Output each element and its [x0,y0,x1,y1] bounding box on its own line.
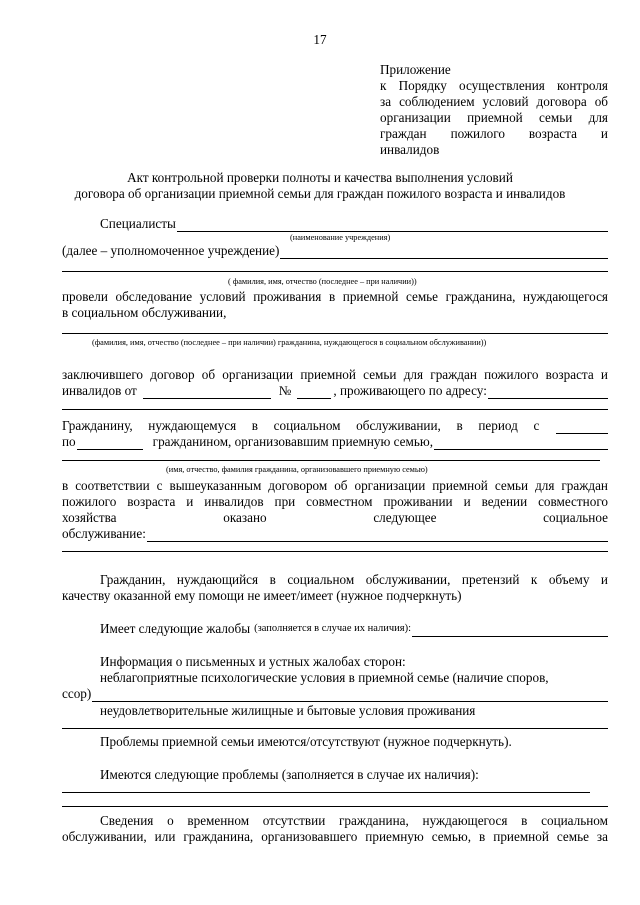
specialists-label: Специалисты [100,216,176,231]
appendix-line: организации приемной семьи для [380,110,608,125]
citizen-word: оказано [223,510,267,525]
problems-line1: Проблемы приемной семьи имеются/отсутствуют (нужное подчеркнуть). [100,734,512,749]
complaints-label: Имеет следующие жалобы [100,621,251,636]
problems-field-1[interactable] [62,792,590,793]
service-row [62,526,608,542]
survey-line1: провели обследование условий проживания в приемной семье гражданина, нуждающегося [62,289,608,304]
absence-line1: Сведения о временном отсутствии гражданина, нуждающегося в социальном [100,813,608,828]
appendix-block [380,62,608,158]
citizen-row5 [62,510,608,526]
citizen-word: нуждающемуся [148,418,237,433]
contract-number-label: № [278,383,292,398]
period-from-field[interactable] [556,421,608,434]
info-line2: неблагоприятные психологические условия в приемной семье (наличие споров, [100,670,549,685]
specialists-field[interactable] [177,219,608,232]
authorized-line2-field[interactable] [62,271,608,272]
contract-from-label: инвалидов от [62,383,137,398]
service-label: обслуживание: [62,526,146,541]
survey-person-field[interactable] [62,333,608,334]
survey-hint: (фамилия, имя, отчество (последнее – при наличии) гражданина, нуждающегося в социальном обслуживании)) [92,338,487,347]
citizen-row1 [62,418,608,434]
service-line2-field[interactable] [62,551,608,552]
authorized-row [62,243,608,259]
page-number: 17 [313,32,327,47]
complaints-hint: (заполняется в случае их наличия): [254,623,411,634]
authorized-hint: ( фамилия, имя, отчество (последнее – при наличии)) [228,277,417,286]
citizen-word: обслуживании, [356,418,441,433]
info-row3 [62,686,608,702]
complaints-row [100,621,608,637]
citizen-row2 [62,434,608,450]
organizer-field[interactable] [434,437,608,450]
authorized-label: (далее – уполномоченное учреждение) [62,243,280,258]
claims-line2: качеству оказанной ему помощи не имеет/имеет (нужное подчеркнуть) [62,588,462,603]
document-title-line1: Акт контрольной проверки полноты и качества выполнения условий [127,170,513,185]
contract-line1: заключившего договор об организации приемной семьи для граждан пожилого возраста и [62,367,608,382]
organizer-name-field[interactable] [62,460,600,461]
appendix-line: Приложение [380,62,451,77]
service-field[interactable] [147,529,608,542]
problems-field-2[interactable] [62,806,608,807]
contract-row [62,383,608,399]
citizen-organizer-label: гражданином, организовавшим приемную семью, [152,434,433,449]
citizen-line4: пожилого возраста и инвалидов при совместном проживании и ведении совместного [62,494,608,509]
appendix-line: к Порядку осуществления контроля [380,78,608,93]
citizen-to-label: по [62,434,76,449]
citizen-hint: (имя, отчество, фамилия гражданина, организовавшего приемную семью) [166,465,428,474]
contract-address-field[interactable] [488,386,608,399]
specialists-hint: (наименование учреждения) [290,233,391,242]
citizen-line3: в соответствии с вышеуказанным договором об организации приемной семьи для граждан [62,478,608,493]
absence-line2: обслуживании, или гражданина, организовавшего приемную семью, в приемной семье за [62,829,608,844]
appendix-line: инвалидов [380,142,440,157]
contract-address-label: , проживающего по адресу: [333,383,487,398]
authorized-field[interactable] [280,246,608,259]
citizen-word: в [456,418,463,433]
disputes-field[interactable] [92,689,608,702]
citizen-word: с [533,418,540,433]
citizen-word: в [251,418,259,433]
complaints-field[interactable] [412,624,608,637]
survey-line2: в социальном обслуживании, [62,305,227,320]
info-line3: ссор) [62,686,92,701]
info-line1: Информация о письменных и устных жалобах сторон: [100,654,406,669]
contract-address-line2-field[interactable] [62,409,608,410]
citizen-word: следующее [373,510,437,525]
info-line4: неудовлетворительные жилищные и бытовые условия проживания [100,703,476,718]
specialists-row [100,216,608,232]
document-title-line2: договора об организации приемной семьи для граждан пожилого возраста и инвалидов [74,186,566,201]
citizen-word: социальном [273,418,341,433]
citizen-word: Гражданину, [62,418,133,433]
period-to-field[interactable] [77,437,143,450]
contract-date-field[interactable] [143,386,271,399]
living-conditions-field[interactable] [62,728,608,729]
appendix-line: за соблюдением условий договора об [380,94,608,109]
citizen-word: период [478,418,518,433]
citizen-word: социальное [543,510,608,525]
claims-line1: Гражданин, нуждающийся в социальном обслуживании, претензий к объему и [100,572,608,587]
appendix-line: граждан пожилого возраста и [380,126,608,141]
problems-line2: Имеются следующие проблемы (заполняется в случае их наличия): [100,767,479,782]
contract-number-field[interactable] [297,386,331,399]
citizen-word: хозяйства [62,510,117,525]
